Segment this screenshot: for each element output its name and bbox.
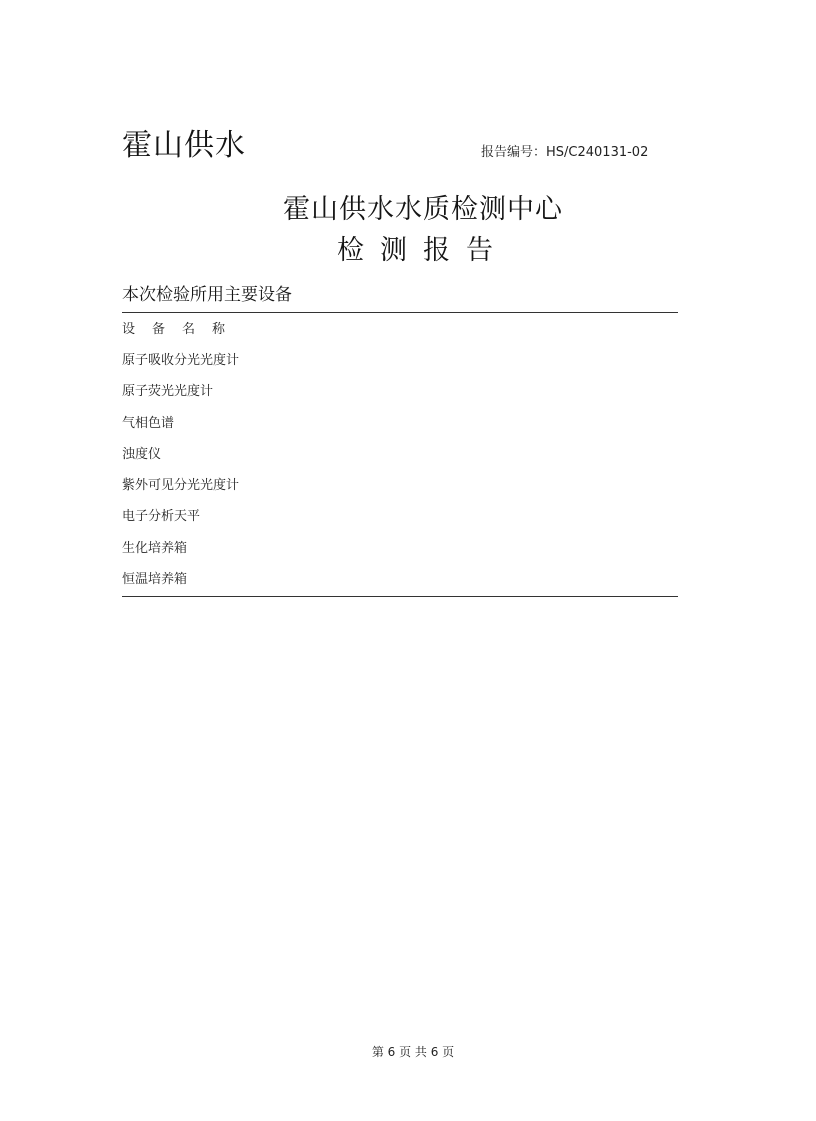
- table-row: 生化培养箱: [122, 540, 188, 556]
- report-number: 报告编号：HS/C240131-02: [481, 145, 649, 160]
- page-number: 第 6 页 共 6 页: [371, 1045, 455, 1059]
- table-row: 原子吸收分光光度计: [122, 353, 240, 368]
- report-title: 霍山供水水质检测中心: [283, 194, 563, 225]
- table-row: 电子分析天平: [122, 509, 201, 525]
- table-row: 浊度仪: [122, 446, 162, 462]
- table-row: 原子荧光光度计: [122, 384, 214, 400]
- section-heading: 本次检验所用主要设备: [122, 285, 292, 305]
- brand-name: 霍山供水: [122, 128, 246, 163]
- equipment-table: [122, 318, 678, 599]
- table-top-rule: [122, 312, 678, 313]
- column-header-equipment-name: 设备名称: [122, 322, 243, 337]
- table-row: 紫外可见分光光度计: [122, 478, 240, 494]
- table-row: 恒温培养箱: [122, 572, 188, 588]
- table-bottom-rule: [122, 596, 678, 597]
- report-subtitle: 检测报告: [337, 235, 509, 266]
- table-row: 气相色谱: [122, 415, 175, 431]
